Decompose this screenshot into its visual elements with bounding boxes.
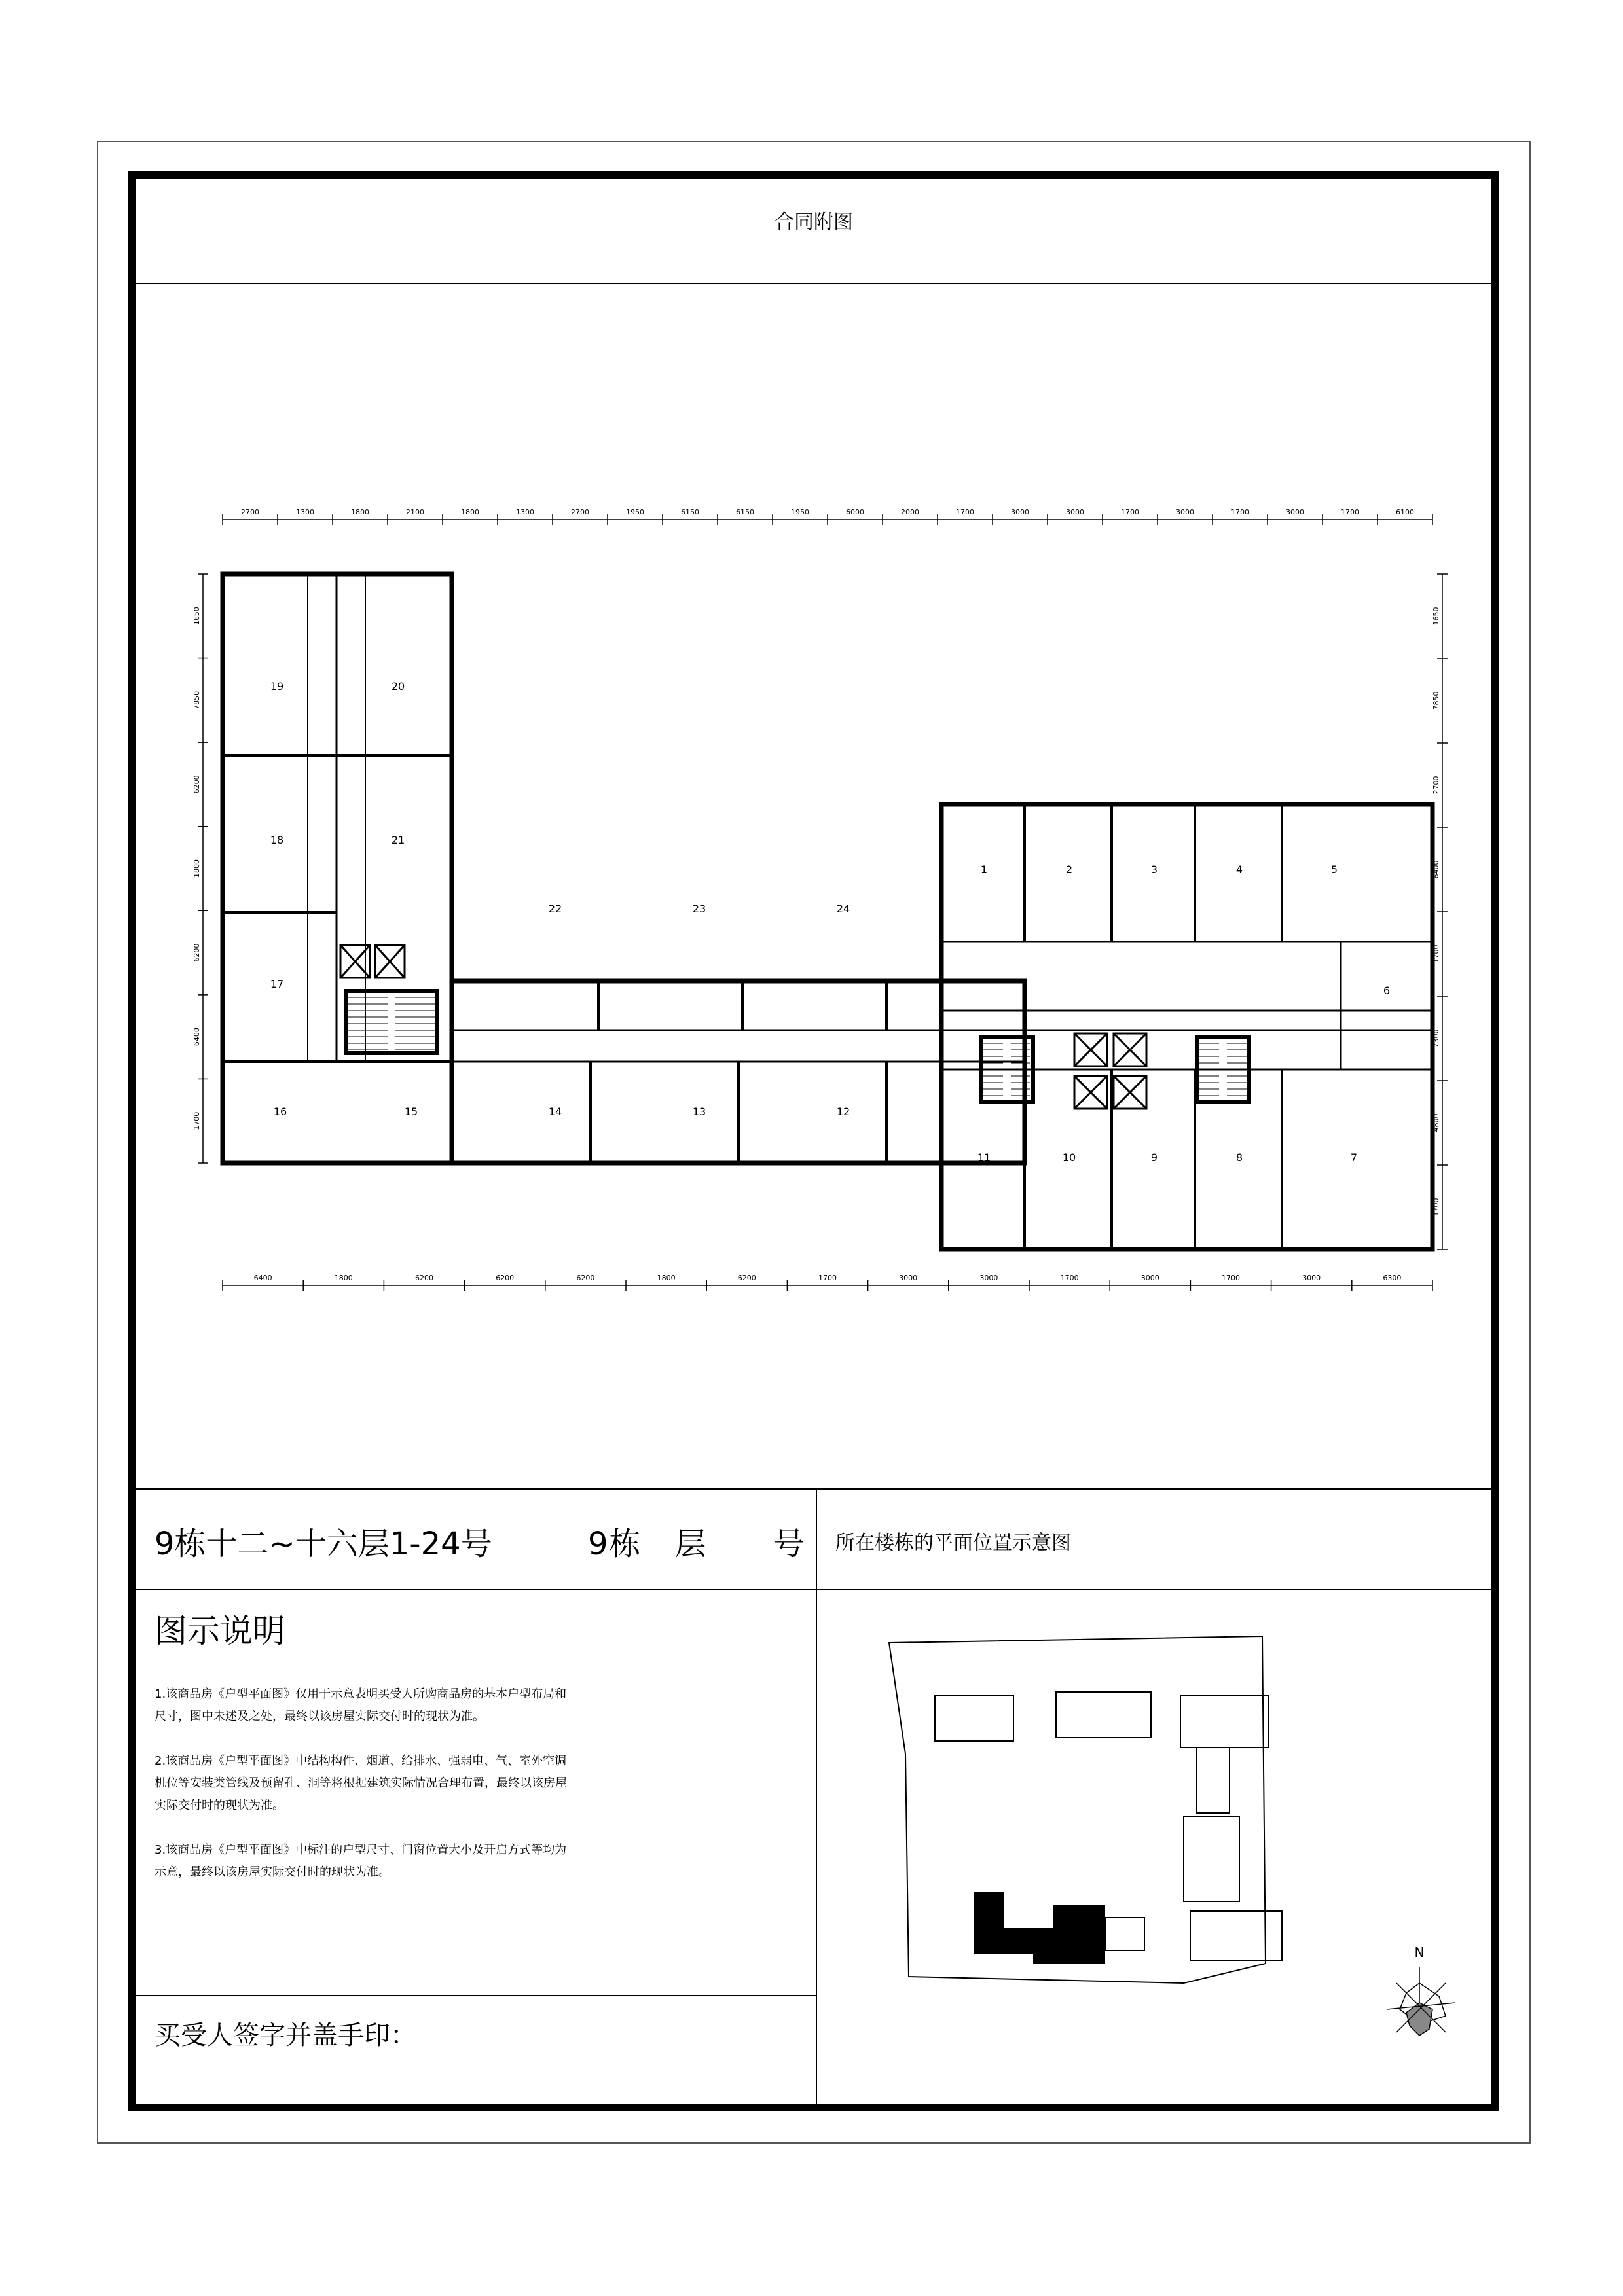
unit-number-label: 4 xyxy=(1235,863,1243,876)
unit-number-label: 6 xyxy=(1383,984,1391,997)
left-dimension-line xyxy=(192,574,208,1163)
unit-number-label: 11 xyxy=(977,1151,991,1164)
dim-label: 1800 xyxy=(461,508,479,516)
dim-label: 3000 xyxy=(979,1274,998,1282)
unit-number-label: 3 xyxy=(1150,863,1158,876)
dim-label: 6400 xyxy=(253,1274,272,1282)
dim-label: 2000 xyxy=(901,508,919,516)
dim-label: 4800 xyxy=(1432,1113,1440,1132)
dim-label: 3000 xyxy=(1011,508,1029,516)
compass-rose-icon xyxy=(1387,1967,1455,2036)
unit-number-label: 17 xyxy=(270,978,284,990)
dim-label: 2700 xyxy=(241,508,259,516)
legend-note-3: 3.该商品房《户型平面图》中标注的户型尺寸、门窗位置大小及开启方式等均为示意，最终以该房屋实际交付时的现状为准。 xyxy=(155,1843,567,1879)
dim-label: 2700 xyxy=(1432,776,1440,795)
page-title: 合同附图 xyxy=(775,211,853,234)
building-outline xyxy=(223,574,1432,1249)
building-block xyxy=(1184,1816,1239,1901)
dim-label: 1950 xyxy=(626,508,644,516)
dim-label: 1700 xyxy=(1222,1274,1240,1282)
dim-label: 3000 xyxy=(1302,1274,1321,1282)
unit-number-label: 9 xyxy=(1150,1151,1158,1164)
dim-label: 2700 xyxy=(571,508,589,516)
signature-divider xyxy=(136,1995,817,1996)
unit-number-label: 24 xyxy=(836,903,850,915)
dim-label: 6400 xyxy=(1432,860,1440,879)
dim-label: 1700 xyxy=(1121,508,1139,516)
dim-label: 6200 xyxy=(496,1274,515,1282)
dim-label: 3000 xyxy=(1066,508,1084,516)
unit-number-label: 8 xyxy=(1235,1151,1243,1164)
dim-label: 1700 xyxy=(1341,508,1359,516)
dim-label: 3000 xyxy=(899,1274,918,1282)
dim-label: 6400 xyxy=(192,1028,201,1047)
dim-label: 1650 xyxy=(1432,607,1440,626)
unit-range-text: 9栋十二~十六层1-24号 xyxy=(155,1526,492,1562)
dim-label: 1300 xyxy=(296,508,314,516)
unit-number-label: 20 xyxy=(391,680,405,692)
dim-label: 1800 xyxy=(351,508,369,516)
dim-label: 1700 xyxy=(1432,1198,1440,1217)
buyer-signature-label: 买受人签字并盖手印： xyxy=(155,2020,416,2051)
dim-label: 6200 xyxy=(192,775,201,794)
drawing-frame xyxy=(128,171,1499,2111)
dim-label: 2100 xyxy=(406,508,424,516)
unit-number-label: 2 xyxy=(1065,863,1073,876)
dim-label: 7850 xyxy=(192,691,201,709)
legend-title: 图示说明 xyxy=(155,1612,285,1650)
dim-label: 6000 xyxy=(846,508,864,516)
dim-label: 3000 xyxy=(1286,508,1304,516)
info-header-row xyxy=(136,1488,1491,1590)
unit-number-label: 21 xyxy=(391,834,405,846)
building-block xyxy=(935,1695,1013,1741)
dim-label: 1700 xyxy=(192,1111,201,1130)
unit-number-label: 22 xyxy=(548,903,562,915)
site-location-plan xyxy=(817,1590,1498,2101)
dim-label: 6150 xyxy=(736,508,754,516)
unit-number-label: 12 xyxy=(836,1105,850,1118)
dim-label: 1700 xyxy=(1231,508,1249,516)
unit-number-label: 15 xyxy=(404,1105,418,1118)
dim-label: 1650 xyxy=(192,607,201,626)
unit-number-label: 18 xyxy=(270,834,284,846)
legend-note-1: 1.该商品房《户型平面图》仅用于示意表明买受人所购商品房的基本户型布局和尺寸，图中未述及之处，最终以该房屋实际交付时的现状为准。 xyxy=(155,1687,567,1723)
dim-label: 1800 xyxy=(657,1274,676,1282)
building-block xyxy=(1180,1695,1269,1748)
building-block xyxy=(1197,1748,1230,1813)
dim-label: 7300 xyxy=(1432,1029,1440,1048)
dim-label: 1700 xyxy=(1060,1274,1079,1282)
dim-label: 1300 xyxy=(516,508,534,516)
floor-plan xyxy=(189,507,1452,1462)
dim-label: 7850 xyxy=(1432,691,1440,710)
building-block xyxy=(1190,1911,1282,1960)
dim-label: 1700 xyxy=(818,1274,837,1282)
dim-label: 6200 xyxy=(415,1274,433,1282)
dim-label: 1950 xyxy=(791,508,809,516)
dim-label: 6150 xyxy=(681,508,699,516)
dim-label: 1800 xyxy=(334,1274,353,1282)
unit-number-label: 7 xyxy=(1350,1151,1358,1164)
dim-label: 6300 xyxy=(1383,1274,1402,1282)
dim-label: 6100 xyxy=(1396,508,1414,516)
bottom-dimension-line xyxy=(223,1274,1432,1291)
dim-label: 3000 xyxy=(1140,1274,1159,1282)
north-label: N xyxy=(1414,1945,1425,1960)
legend-note-2: 2.该商品房《户型平面图》中结构构件、烟道、给排水、强弱电、气、室外空调机位等安装类管线及预留孔、洞等将根据建筑实际情况合理布置，最终以该房屋实际交付时的现状为准。 xyxy=(155,1754,567,1812)
unit-number-label: 16 xyxy=(273,1105,287,1118)
unit-number-label: 10 xyxy=(1062,1151,1076,1164)
unit-fill-in-field: 9栋 层 号 xyxy=(588,1526,806,1562)
dim-label: 1700 xyxy=(1432,944,1440,963)
dim-label: 1700 xyxy=(956,508,974,516)
unit-number-label: 19 xyxy=(270,680,284,692)
dim-label: 6200 xyxy=(576,1274,595,1282)
header-row xyxy=(136,179,1491,284)
top-dimension-line xyxy=(223,508,1432,525)
unit-number-label: 23 xyxy=(692,903,706,915)
dim-label: 6200 xyxy=(737,1274,756,1282)
unit-number-label: 14 xyxy=(548,1105,562,1118)
unit-number-label: 1 xyxy=(980,863,988,876)
dim-label: 1800 xyxy=(192,859,201,878)
building-block xyxy=(1056,1692,1151,1738)
unit-numbers xyxy=(270,680,1390,1164)
dim-label: 6200 xyxy=(192,943,201,962)
unit-number-label: 5 xyxy=(1330,863,1338,876)
dim-label: 3000 xyxy=(1176,508,1194,516)
building-9-highlight xyxy=(974,1892,1105,1964)
location-plan-title: 所在楼栋的平面位置示意图 xyxy=(835,1532,1071,1554)
unit-number-label: 13 xyxy=(692,1105,706,1118)
